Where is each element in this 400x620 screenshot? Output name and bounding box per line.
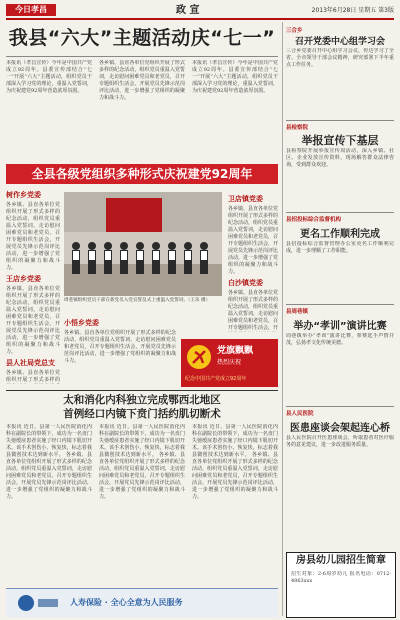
brief-headline: 更名工作顺利完成 [300,229,380,240]
kindergarten-ad [286,552,396,618]
footer-ad [6,588,278,617]
newspaper-page [6,4,394,616]
brief-text: 周巷镇举办“孝训”演讲比赛，参赛选手声情并茂，弘扬孝文化传统美德。 [286,333,394,346]
emblem-footer: 纪念中国共产党成立92周年 [185,376,247,382]
divider [286,304,394,305]
second-article-col-2: 本报讯 近日，县第一人民医院消化内科在副院长的带领下，成功为一名贲门失弛缓症患者实施了经口内镜下肌切开术。该手术创伤小、恢复快，标志着我县微创技术达到新水平。 各乡镇、县直各单位党组织开展了形式多样的纪念活动，组织党员重温入党誓词，走访慰问困难党员和老党员，召开专题组织生活会，开展党员先锋示范岗评比活动，进一步增强了党组织的凝聚力和战斗力。 [99,424,185,500]
right-news-column: 卫店镇党委 各乡镇、县直各单位党组织开展了形式多样的纪念活动，组织党员重温入党誓词，走访慰问困难党员和老党员，召开专题组织生活会，开展党员先锋示范岗评比活动，进一步增强了党组织的凝聚力和战斗力。 白沙镇党委 各乡镇、县直各单位党组织开展了形式多样的纪念活动，组织党员重温入党誓词，走访慰问困难党员和老党员，召开专题组织生活会，开 [228,195,278,331]
red-banner-headline: 全县各级党组织多种形式庆祝建党92周年 [6,164,278,184]
second-headline: 太和消化内科独立完成鄂西北地区 首例经口内镜下贲门括约肌切断术 [63,394,221,420]
brief-headline: 举报宣传下基层 [301,134,379,147]
second-article-col-3: 本报讯 近日，县第一人民医院消化内科在副院长的带领下，成功为一名贲门失弛缓症患者实施了经口内镜下肌切开术。该手术创伤小、恢复快，标志着我县微创技术达到新水平。 各乡镇、县直各单位党组织开展了形式多样的纪念活动，组织党员重温入党誓词，走访慰问困难党员和老党员，召开专题组织生活会，开展党员先锋示范岗评比活动，进一步增强了党组织的凝聚力和战斗力。 [192,424,278,500]
left-column: 树作乡党委 各乡镇、县直各单位党组织开展了形式多样的纪念活动，组织党员重温入党誓词，走访慰问困难党员和老党员，召开专题组织生活会，开展党员先锋示范岗评比活动，进一步增强了党组织的凝聚力和战斗力。 王店乡党委 各乡镇、县直各单位党组织开展了形式多样的纪念活动，组织党员重温入党誓词，走访慰问困难党员和老党员，召开专题组织生活会，开展党员先锋示范岗评比活动，进一步增强了党组织的凝聚力和战斗力。 县人社局党总支 各乡镇、县直各单位党组织开展了形式多样的 [6,191,60,383]
brief-headline: 召开党委中心组学习会 [294,37,385,47]
middle-column: 小悟乡党委 各乡镇、县直各单位党组织开展了形式多样的纪念活动，组织党员重温入党誓词，走访慰问困难党员和老党员，召开专题组织生活会，开展党员先锋示范岗评比活动，进一步增强了党组织的凝聚力和战斗力。 [64,319,176,364]
divider [286,120,394,121]
subhead: 树作乡党委 [6,191,41,199]
masthead [6,4,394,20]
emblem-subtitle: 热烈庆祝 [217,359,242,366]
dateline: 2013年6月28日 星期五 第3版 [311,7,394,14]
divider [286,406,394,407]
second-article-col-1: 本报讯 近日，县第一人民医院消化内科在副院长的带领下，成功为一名贲门失弛缓症患者实施了经口内镜下肌切开术。该手术创伤小、恢复快，标志着我县微创技术达到新水平。 各乡镇、县直各单位党组织开展了形式多样的纪念活动，组织党员重温入党誓词，走访慰问困难党员和老党员，召开专题组织生活会，开展党员先锋示范岗评比活动，进一步增强了党组织的凝聚力和战斗力。 [6,424,92,500]
brief-kicker: 县周巷镇 [286,309,309,315]
lead-column-3: 本报讯（孝昌宣传）今年是中国共产党成立92周年。县委宣传部结合“七一”开展“六大”主题活动，组织党员干部深入学习党的理论，重温入党誓词，为庆祝建党92周年营造浓厚氛围。 [192,60,278,94]
brief-text: 县招投标综合监督管理办公室更名工作顺利完成，进一步理顺了工作职能。 [286,241,394,254]
brief-text: 县检察院开展举报宣传周活动，深入乡镇、社区、企业发放宣传资料，现场解答群众法律咨询，受到群众欢迎。 [286,148,394,168]
party-emblem-icon [185,343,213,371]
divider [286,212,394,213]
insurance-logo-icon [16,593,60,613]
main-headline: 我县“六大”主题活动庆“七一” [8,27,276,49]
ad-title: 房县幼儿园招生简章 [296,555,386,566]
brief-headline: 医患座谈会架起连心桥 [290,423,390,434]
column-divider [282,22,283,616]
lead-column-2: 各乡镇、县直各单位党组织开展了形式多样的纪念活动，组织党员重温入党誓词，走访慰问困难党员和老党员，召开专题组织生活会，开展党员先锋示范岗评比活动，进一步增强了党组织的凝聚力和战斗力。 [99,60,185,101]
party-emblem-banner [181,339,278,387]
lead-column-1: 本报讯（孝昌宣传）今年是中国共产党成立92周年。县委宣传部结合“七一”开展“六大”主题活动，组织党员干部深入学习党的理论，重温入党誓词，为庆祝建党92周年营造浓厚氛围。 [6,60,92,94]
brief-kicker: 三合乡 [286,28,303,34]
brief-kicker: 县检察院 [286,125,309,131]
emblem-title: 党旗飘飘 [217,346,254,356]
brief-kicker: 县招投标综合监督机构 [286,217,342,223]
brief-kicker: 县人民医院 [286,411,314,417]
photo-caption: 周巷镇组织党员干部在新党员入党宣誓仪式上重温入党誓词。（王乐 摄） [64,298,211,303]
brief-text: 三合乡党委召开中心组学习会议，传达学习了全省、全市领导干部会议精神，研究部署下半年重点工作任务。 [286,48,394,68]
subhead: 县人社局党总支 [6,359,55,367]
section-title: 政 宣 [176,5,200,16]
divider [6,390,278,391]
brief-text: 县人民医院召开医患座谈会，听取患者对医疗服务的意见建议，进一步改进服务质量。 [286,435,394,448]
subhead: 王店乡党委 [6,275,41,283]
newspaper-logo: 今日孝昌 [6,4,56,16]
footer-caption: 人寿保险 · 全心全意为人民服务 [70,598,183,607]
group-photo [64,192,222,296]
divider [6,56,278,57]
brief-headline: 举办“孝训”演讲比赛 [293,321,387,332]
ad-text: 招生对象：2-6周岁幼儿 报名电话：0712-4863xxx [291,571,391,584]
